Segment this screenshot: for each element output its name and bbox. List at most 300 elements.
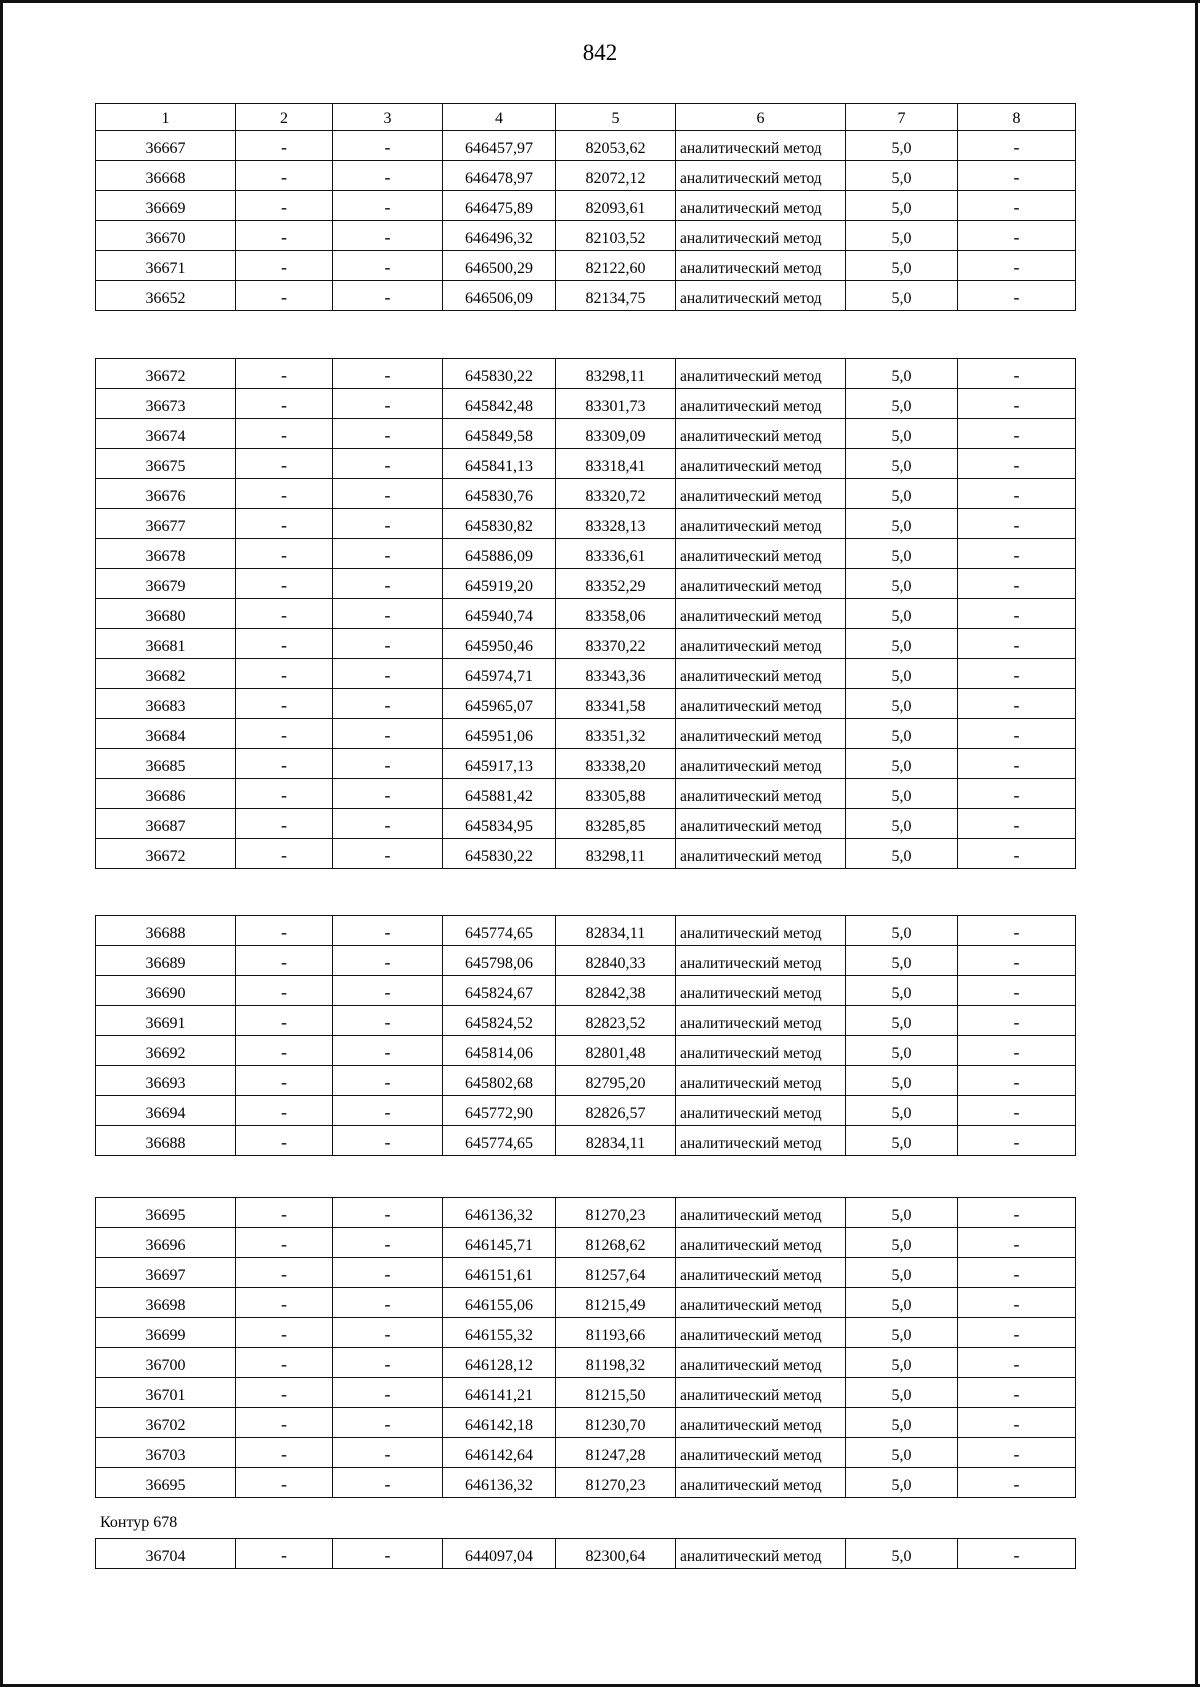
table-row xyxy=(96,599,1076,629)
table-cell: 83285,85 xyxy=(556,809,676,839)
table-cell: - xyxy=(958,779,1076,809)
column-header: 7 xyxy=(846,104,958,131)
table-cell: 645774,65 xyxy=(443,916,556,946)
table-cell: - xyxy=(333,359,443,389)
table-row xyxy=(96,1066,1076,1096)
coordinates-table-2 xyxy=(95,358,1076,869)
table-cell: - xyxy=(333,221,443,251)
table-cell: 82823,52 xyxy=(556,1006,676,1036)
table-cell: - xyxy=(958,419,1076,449)
table-cell: - xyxy=(958,161,1076,191)
column-header: 3 xyxy=(333,104,443,131)
table-cell: - xyxy=(958,1318,1076,1348)
table-cell: - xyxy=(236,1036,333,1066)
table-cell: - xyxy=(958,539,1076,569)
contour-label: Контур 678 xyxy=(100,1514,178,1531)
table-cell: 83298,11 xyxy=(556,839,676,869)
table-row xyxy=(96,1468,1076,1498)
table-cell: 5,0 xyxy=(846,599,958,629)
table-cell: аналитический метод xyxy=(676,1228,846,1258)
table-row xyxy=(96,419,1076,449)
table-cell: 5,0 xyxy=(846,809,958,839)
table-cell: 36700 xyxy=(96,1348,236,1378)
table-cell: - xyxy=(236,749,333,779)
table-cell: - xyxy=(236,569,333,599)
table-row xyxy=(96,221,1076,251)
table-cell: аналитический метод xyxy=(676,1096,846,1126)
table-row xyxy=(96,1378,1076,1408)
table-cell: - xyxy=(236,839,333,869)
table-row xyxy=(96,281,1076,311)
table-cell: - xyxy=(333,251,443,281)
table-cell: 81230,70 xyxy=(556,1408,676,1438)
table-cell: аналитический метод xyxy=(676,1198,846,1228)
table-cell: - xyxy=(236,1468,333,1498)
table-cell: 5,0 xyxy=(846,629,958,659)
table-cell: 5,0 xyxy=(846,281,958,311)
table-cell: аналитический метод xyxy=(676,779,846,809)
table-row xyxy=(96,1228,1076,1258)
table-cell: аналитический метод xyxy=(676,946,846,976)
table-cell: 36687 xyxy=(96,809,236,839)
table-cell: - xyxy=(958,1408,1076,1438)
table-cell: 5,0 xyxy=(846,976,958,1006)
table-cell: 83320,72 xyxy=(556,479,676,509)
table-cell: 36652 xyxy=(96,281,236,311)
coordinates-table-3 xyxy=(95,915,1076,1156)
table-cell: 82801,48 xyxy=(556,1036,676,1066)
table-cell: - xyxy=(958,629,1076,659)
table-cell: - xyxy=(236,1539,333,1569)
table-cell: 36691 xyxy=(96,1006,236,1036)
table-cell: - xyxy=(333,749,443,779)
table-row xyxy=(96,809,1076,839)
table-row xyxy=(96,629,1076,659)
table-cell: - xyxy=(236,779,333,809)
table-cell: - xyxy=(958,1438,1076,1468)
table-cell: 81268,62 xyxy=(556,1228,676,1258)
table-cell: аналитический метод xyxy=(676,719,846,749)
table-cell: 5,0 xyxy=(846,1539,958,1569)
table-cell: - xyxy=(333,809,443,839)
table-cell: - xyxy=(958,719,1076,749)
table-cell: 646142,64 xyxy=(443,1438,556,1468)
table-cell: - xyxy=(958,569,1076,599)
table-cell: - xyxy=(333,1348,443,1378)
table-cell: 645830,76 xyxy=(443,479,556,509)
table-cell: - xyxy=(333,509,443,539)
table-cell: аналитический метод xyxy=(676,659,846,689)
coordinates-table-1 xyxy=(95,103,1076,311)
table-cell: - xyxy=(958,599,1076,629)
table-cell: 36692 xyxy=(96,1036,236,1066)
table-cell: - xyxy=(236,1198,333,1228)
table-cell: 36672 xyxy=(96,359,236,389)
table-cell: аналитический метод xyxy=(676,1066,846,1096)
table-cell: - xyxy=(236,1378,333,1408)
table-cell: 36688 xyxy=(96,916,236,946)
table-cell: аналитический метод xyxy=(676,161,846,191)
table-cell: - xyxy=(333,191,443,221)
table-row xyxy=(96,131,1076,161)
table-cell: 5,0 xyxy=(846,449,958,479)
table-cell: 646496,32 xyxy=(443,221,556,251)
table-cell: - xyxy=(333,1126,443,1156)
table-cell: 36672 xyxy=(96,839,236,869)
table-cell: 5,0 xyxy=(846,779,958,809)
table-cell: - xyxy=(333,281,443,311)
table-cell: 646142,18 xyxy=(443,1408,556,1438)
table-cell: 82053,62 xyxy=(556,131,676,161)
table-cell: - xyxy=(958,659,1076,689)
table-cell: 82826,57 xyxy=(556,1096,676,1126)
table-cell: - xyxy=(958,281,1076,311)
table-cell: 36694 xyxy=(96,1096,236,1126)
table-row xyxy=(96,569,1076,599)
table-cell: 5,0 xyxy=(846,946,958,976)
table-row xyxy=(96,946,1076,976)
table-cell: - xyxy=(333,1539,443,1569)
table-cell: - xyxy=(236,1438,333,1468)
table-cell: - xyxy=(333,161,443,191)
table-cell: аналитический метод xyxy=(676,191,846,221)
table-cell: - xyxy=(236,419,333,449)
table-cell: - xyxy=(236,389,333,419)
table-cell: 5,0 xyxy=(846,251,958,281)
table-row xyxy=(96,1438,1076,1468)
table-cell: - xyxy=(958,749,1076,779)
table-cell: - xyxy=(958,1228,1076,1258)
table-cell: - xyxy=(958,839,1076,869)
table-cell: 36697 xyxy=(96,1258,236,1288)
table-cell: аналитический метод xyxy=(676,1288,846,1318)
table-cell: аналитический метод xyxy=(676,1468,846,1498)
table-cell: 645951,06 xyxy=(443,719,556,749)
table-cell: - xyxy=(333,1468,443,1498)
table-cell: 81215,50 xyxy=(556,1378,676,1408)
table-cell: - xyxy=(236,809,333,839)
table-cell: 83305,88 xyxy=(556,779,676,809)
table-cell: - xyxy=(236,1258,333,1288)
table-cell: 36704 xyxy=(96,1539,236,1569)
table-cell: - xyxy=(958,1288,1076,1318)
table-cell: - xyxy=(236,479,333,509)
table-cell: - xyxy=(333,1378,443,1408)
table-cell: 81215,49 xyxy=(556,1288,676,1318)
table-cell: аналитический метод xyxy=(676,916,846,946)
table-cell: - xyxy=(958,449,1076,479)
table-cell: - xyxy=(333,131,443,161)
table-cell: 646128,12 xyxy=(443,1348,556,1378)
table-cell: 644097,04 xyxy=(443,1539,556,1569)
table-cell: аналитический метод xyxy=(676,539,846,569)
table-cell: аналитический метод xyxy=(676,1258,846,1288)
table-cell: 36669 xyxy=(96,191,236,221)
table-cell: - xyxy=(958,1006,1076,1036)
table-cell: 5,0 xyxy=(846,1036,958,1066)
table-cell: - xyxy=(236,719,333,749)
table-cell: 645814,06 xyxy=(443,1036,556,1066)
table-cell: - xyxy=(333,1036,443,1066)
table-cell: аналитический метод xyxy=(676,479,846,509)
coordinates-table-5 xyxy=(95,1538,1076,1569)
table-cell: - xyxy=(958,509,1076,539)
table-cell: 82842,38 xyxy=(556,976,676,1006)
table-cell: - xyxy=(958,809,1076,839)
table-row xyxy=(96,1036,1076,1066)
table-cell: 646155,06 xyxy=(443,1288,556,1318)
table-cell: аналитический метод xyxy=(676,809,846,839)
table-cell: - xyxy=(958,251,1076,281)
table-cell: - xyxy=(236,1006,333,1036)
table-cell: аналитический метод xyxy=(676,449,846,479)
table-cell: 5,0 xyxy=(846,191,958,221)
table-cell: 5,0 xyxy=(846,839,958,869)
table-cell: - xyxy=(236,1348,333,1378)
table-cell: аналитический метод xyxy=(676,1438,846,1468)
table-cell: 645830,22 xyxy=(443,839,556,869)
table-cell: 645886,09 xyxy=(443,539,556,569)
table-row xyxy=(96,1348,1076,1378)
table-cell: 83338,20 xyxy=(556,749,676,779)
table-cell: 5,0 xyxy=(846,1438,958,1468)
table-row xyxy=(96,779,1076,809)
table-cell: 5,0 xyxy=(846,719,958,749)
table-cell: аналитический метод xyxy=(676,1539,846,1569)
page-border-top xyxy=(0,0,1200,3)
table-cell: 82300,64 xyxy=(556,1539,676,1569)
table-row xyxy=(96,1288,1076,1318)
table-cell: аналитический метод xyxy=(676,1408,846,1438)
table-cell: - xyxy=(333,839,443,869)
table-row xyxy=(96,1096,1076,1126)
table-row xyxy=(96,251,1076,281)
table-cell: 81270,23 xyxy=(556,1468,676,1498)
table-cell: - xyxy=(958,1096,1076,1126)
table-cell: 36699 xyxy=(96,1318,236,1348)
table-cell: 82134,75 xyxy=(556,281,676,311)
table-cell: 645841,13 xyxy=(443,449,556,479)
table-cell: - xyxy=(333,419,443,449)
table-cell: 646478,97 xyxy=(443,161,556,191)
table-cell: 5,0 xyxy=(846,539,958,569)
table-cell: 5,0 xyxy=(846,1066,958,1096)
table-cell: - xyxy=(333,479,443,509)
table-cell: 83328,13 xyxy=(556,509,676,539)
table-cell: 5,0 xyxy=(846,659,958,689)
table-cell: 645774,65 xyxy=(443,1126,556,1156)
table-cell: - xyxy=(236,1096,333,1126)
table-row xyxy=(96,1318,1076,1348)
table-cell: - xyxy=(236,659,333,689)
table-row xyxy=(96,916,1076,946)
table-cell: 645824,67 xyxy=(443,976,556,1006)
table-cell: 5,0 xyxy=(846,1348,958,1378)
table-cell: 646506,09 xyxy=(443,281,556,311)
table-row xyxy=(96,389,1076,419)
table-cell: аналитический метод xyxy=(676,1126,846,1156)
table-cell: 36681 xyxy=(96,629,236,659)
table-cell: 5,0 xyxy=(846,389,958,419)
page-border-right xyxy=(1195,0,1198,1687)
table-cell: 5,0 xyxy=(846,1096,958,1126)
table-cell: аналитический метод xyxy=(676,976,846,1006)
table-cell: 5,0 xyxy=(846,1468,958,1498)
table-cell: - xyxy=(236,976,333,1006)
table-cell: - xyxy=(333,719,443,749)
table-cell: - xyxy=(236,689,333,719)
table-cell: 36695 xyxy=(96,1198,236,1228)
table-cell: 5,0 xyxy=(846,479,958,509)
table-cell: 5,0 xyxy=(846,161,958,191)
table-cell: - xyxy=(236,359,333,389)
page-number: 842 xyxy=(582,40,618,65)
table-row xyxy=(96,689,1076,719)
table-cell: - xyxy=(236,1318,333,1348)
table-cell: 36680 xyxy=(96,599,236,629)
table-cell: 5,0 xyxy=(846,569,958,599)
table-cell: - xyxy=(333,976,443,1006)
table-cell: - xyxy=(236,629,333,659)
table-cell: 36698 xyxy=(96,1288,236,1318)
table-cell: 83351,32 xyxy=(556,719,676,749)
table-cell: - xyxy=(333,1228,443,1258)
table-row xyxy=(96,839,1076,869)
table-cell: 36695 xyxy=(96,1468,236,1498)
table-cell: аналитический метод xyxy=(676,1318,846,1348)
table-cell: - xyxy=(333,449,443,479)
table-cell: 36701 xyxy=(96,1378,236,1408)
table-cell: 36702 xyxy=(96,1408,236,1438)
table-cell: 81193,66 xyxy=(556,1318,676,1348)
table-cell: 83336,61 xyxy=(556,539,676,569)
table-cell: - xyxy=(236,509,333,539)
table-cell: 36670 xyxy=(96,221,236,251)
table-cell: 645830,82 xyxy=(443,509,556,539)
table-cell: 36677 xyxy=(96,509,236,539)
column-header: 8 xyxy=(958,104,1076,131)
table-cell: 645834,95 xyxy=(443,809,556,839)
table-cell: 36674 xyxy=(96,419,236,449)
table-cell: - xyxy=(333,1408,443,1438)
table-cell: 81247,28 xyxy=(556,1438,676,1468)
table-header-row xyxy=(96,104,1076,131)
table-cell: 645772,90 xyxy=(443,1096,556,1126)
table-cell: 36682 xyxy=(96,659,236,689)
table-cell: 5,0 xyxy=(846,916,958,946)
table-cell: - xyxy=(333,1006,443,1036)
table-cell: 36684 xyxy=(96,719,236,749)
table-cell: - xyxy=(333,916,443,946)
table-cell: 82122,60 xyxy=(556,251,676,281)
table-cell: 82840,33 xyxy=(556,946,676,976)
table-cell: 82103,52 xyxy=(556,221,676,251)
table-cell: 5,0 xyxy=(846,689,958,719)
table-cell: 82093,61 xyxy=(556,191,676,221)
table-cell: - xyxy=(236,221,333,251)
table-cell: 36678 xyxy=(96,539,236,569)
table-cell: 646136,32 xyxy=(443,1198,556,1228)
table-cell: 5,0 xyxy=(846,1198,958,1228)
table-cell: 36696 xyxy=(96,1228,236,1258)
table-cell: - xyxy=(958,1539,1076,1569)
table-cell: 5,0 xyxy=(846,131,958,161)
page-border-left xyxy=(0,0,3,1687)
table-cell: - xyxy=(958,1198,1076,1228)
table-cell: - xyxy=(333,1066,443,1096)
table-cell: - xyxy=(958,221,1076,251)
table-cell: 645824,52 xyxy=(443,1006,556,1036)
table-cell: 83358,06 xyxy=(556,599,676,629)
table-cell: - xyxy=(236,1126,333,1156)
table-cell: - xyxy=(236,251,333,281)
table-row xyxy=(96,1006,1076,1036)
table-row xyxy=(96,161,1076,191)
table-cell: 5,0 xyxy=(846,359,958,389)
table-cell: - xyxy=(958,916,1076,946)
table-cell: 36688 xyxy=(96,1126,236,1156)
table-cell: 83309,09 xyxy=(556,419,676,449)
table-row xyxy=(96,539,1076,569)
table-cell: 83298,11 xyxy=(556,359,676,389)
table-cell: - xyxy=(333,599,443,629)
table-cell: - xyxy=(333,659,443,689)
table-cell: 83343,36 xyxy=(556,659,676,689)
table-cell: 645798,06 xyxy=(443,946,556,976)
table-cell: аналитический метод xyxy=(676,281,846,311)
column-header: 1 xyxy=(96,104,236,131)
table-row xyxy=(96,449,1076,479)
table-row xyxy=(96,1198,1076,1228)
table-cell: 36686 xyxy=(96,779,236,809)
table-cell: - xyxy=(236,539,333,569)
table-cell: 83318,41 xyxy=(556,449,676,479)
table-cell: - xyxy=(958,479,1076,509)
table-row xyxy=(96,509,1076,539)
table-cell: 36689 xyxy=(96,946,236,976)
table-cell: - xyxy=(958,1126,1076,1156)
table-row xyxy=(96,479,1076,509)
table-cell: 645830,22 xyxy=(443,359,556,389)
table-cell: 646145,71 xyxy=(443,1228,556,1258)
table-cell: - xyxy=(236,1288,333,1318)
table-cell: аналитический метод xyxy=(676,689,846,719)
table-cell: 645965,07 xyxy=(443,689,556,719)
table-cell: - xyxy=(333,569,443,599)
table-cell: аналитический метод xyxy=(676,1348,846,1378)
table-row xyxy=(96,976,1076,1006)
table-row xyxy=(96,1126,1076,1156)
table-cell: 36703 xyxy=(96,1438,236,1468)
table-cell: - xyxy=(236,131,333,161)
table-cell: 5,0 xyxy=(846,221,958,251)
table-cell: 36668 xyxy=(96,161,236,191)
table-cell: - xyxy=(333,1438,443,1468)
table-cell: 36679 xyxy=(96,569,236,599)
table-cell: 646457,97 xyxy=(443,131,556,161)
table-cell: - xyxy=(236,1066,333,1096)
table-row xyxy=(96,719,1076,749)
table-cell: - xyxy=(958,1036,1076,1066)
table-cell: аналитический метод xyxy=(676,569,846,599)
table-cell: - xyxy=(958,389,1076,419)
table-cell: 82795,20 xyxy=(556,1066,676,1096)
table-cell: - xyxy=(958,359,1076,389)
table-cell: 82834,11 xyxy=(556,1126,676,1156)
table-cell: аналитический метод xyxy=(676,839,846,869)
table-cell: аналитический метод xyxy=(676,1036,846,1066)
table-cell: 5,0 xyxy=(846,1408,958,1438)
